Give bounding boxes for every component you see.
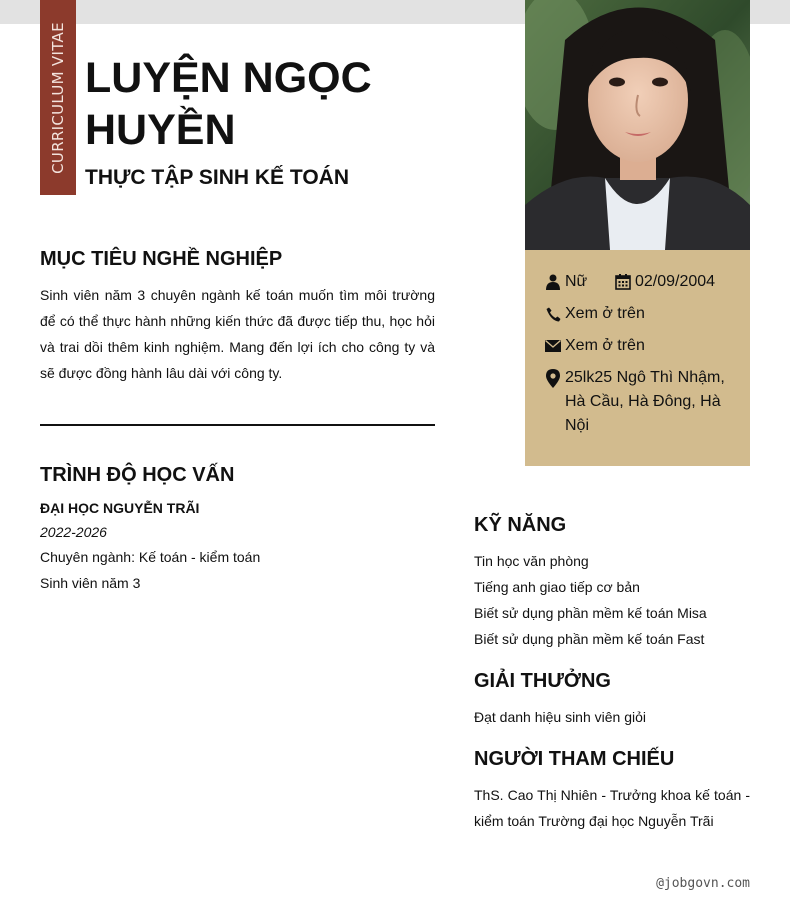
email-value: Xem ở trên bbox=[565, 337, 645, 354]
phone-value: Xem ở trên bbox=[565, 305, 645, 322]
curriculum-vitae-label: CURRICULUM VITAE bbox=[49, 21, 67, 174]
location-pin-icon bbox=[545, 366, 561, 390]
school-name: ĐẠI HỌC NGUYỄN TRÃI bbox=[40, 500, 200, 516]
references-text: ThS. Cao Thị Nhiên - Trưởng khoa kế toán - kiểm toán Trường đại học Nguyễn Trãi bbox=[474, 787, 750, 829]
curriculum-vitae-tab bbox=[40, 0, 76, 195]
objective-title: MỤC TIÊU NGHỀ NGHIỆP bbox=[40, 248, 283, 270]
candidate-name: LUYỆN NGỌC HUYỀN bbox=[85, 54, 372, 154]
section-divider bbox=[40, 424, 435, 426]
mail-icon bbox=[545, 334, 561, 358]
skill-item: Biết sử dụng phần mềm kế toán Misa bbox=[474, 605, 707, 621]
education-major: Chuyên ngành: Kế toán - kiểm toán bbox=[40, 549, 261, 565]
address-row bbox=[545, 366, 730, 438]
phone-row bbox=[545, 302, 645, 326]
birthdate-value: 02/09/2004 bbox=[635, 273, 716, 290]
objective-text: Sinh viên năm 3 chuyên ngành kế toán muốn tìm môi trường để có thể thực hành những kiến thức đã được tiếp thu, học hỏi và trai dồi thêm kinh nghiệm. Mang đến lợi ích cho công ty và sẽ được đồng hành lâu dài với công ty. bbox=[40, 287, 435, 381]
skills-title: KỸ NĂNG bbox=[474, 514, 567, 536]
contact-info-box bbox=[525, 250, 750, 466]
awards-title: GIẢI THƯỞNG bbox=[474, 670, 611, 692]
references-title: NGƯỜI THAM CHIẾU bbox=[474, 748, 675, 770]
phone-icon bbox=[545, 302, 561, 326]
skill-item: Tin học văn phòng bbox=[474, 553, 589, 569]
address-value: 25lk25 Ngô Thì Nhậm, Hà Cầu, Hà Đông, Hà Nội bbox=[565, 369, 725, 434]
profile-photo bbox=[525, 0, 750, 250]
education-level: Sinh viên năm 3 bbox=[40, 575, 141, 591]
birthdate-row bbox=[615, 270, 715, 294]
person-icon bbox=[545, 270, 561, 294]
education-title: TRÌNH ĐỘ HỌC VẤN bbox=[40, 464, 235, 486]
calendar-icon bbox=[615, 270, 631, 294]
skill-item: Tiếng anh giao tiếp cơ bản bbox=[474, 579, 640, 595]
gender-value: Nữ bbox=[565, 273, 588, 290]
skill-item: Biết sử dụng phần mềm kế toán Fast bbox=[474, 631, 705, 647]
education-years: 2022-2026 bbox=[40, 524, 107, 540]
watermark-text: @jobgovn.com bbox=[656, 876, 750, 891]
award-item: Đạt danh hiệu sinh viên giỏi bbox=[474, 709, 647, 725]
email-row bbox=[545, 334, 645, 358]
job-title: THỰC TẬP SINH KẾ TOÁN bbox=[85, 166, 349, 189]
gender-row bbox=[545, 270, 587, 294]
